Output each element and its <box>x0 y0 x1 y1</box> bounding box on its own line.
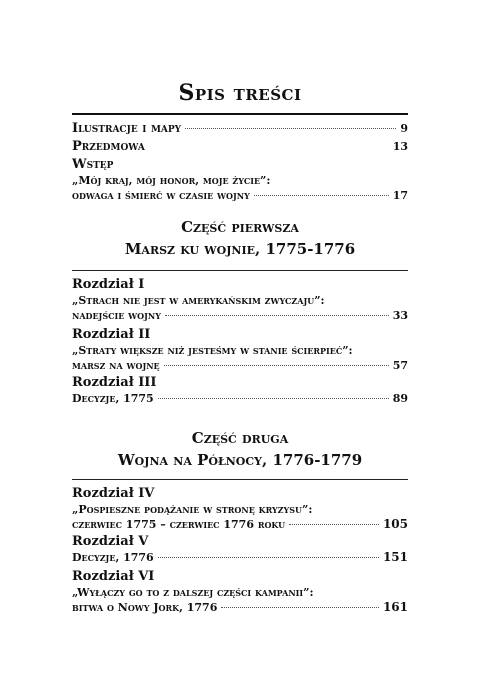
entry-title: Wstęp <box>72 157 114 172</box>
page-number: 89 <box>392 392 408 405</box>
part-title: Marsz ku wojnie, 1775-1776 <box>124 240 356 258</box>
entry-title: Ilustracje i mapy <box>72 121 182 136</box>
chapter-subtitle-2: czerwiec 1775 – czerwiec 1776 roku <box>72 518 286 531</box>
toc-entry-chapter-4[interactable] <box>72 485 408 532</box>
chapter-subtitle: „Straty większe niż jesteśmy w stanie ścierpieć”: <box>72 344 353 357</box>
part-heading-2 <box>0 427 480 471</box>
dot-leader <box>165 314 389 316</box>
chapter-subtitle: „Strach nie jest w amerykańskim zwyczaju”: <box>72 294 325 307</box>
entry-subtitle-2: odwaga i śmierć w czasie wojny <box>72 189 250 202</box>
page-number: 33 <box>392 309 408 322</box>
chapter-label: Rozdział I <box>72 277 145 292</box>
part-title: Wojna na Północy, 1776-1779 <box>117 451 363 469</box>
toc-title: Spis treści <box>178 80 302 106</box>
page-number: 13 <box>392 140 408 153</box>
chapter-label: Rozdział V <box>72 534 149 549</box>
page-number: 161 <box>382 600 408 614</box>
part-rule-2 <box>72 479 408 480</box>
dot-leader <box>164 364 389 366</box>
part-label: Część druga <box>191 429 289 447</box>
dot-leader <box>158 397 389 399</box>
toc-entry-introduction[interactable] <box>72 156 408 203</box>
toc-entry-chapter-2[interactable] <box>72 326 408 373</box>
toc-entry-illustrations[interactable] <box>72 120 408 137</box>
toc-entry-chapter-6[interactable] <box>72 568 408 615</box>
chapter-subtitle-2: marsz na wojnę <box>72 359 160 372</box>
title-rule <box>72 113 408 115</box>
chapter-label: Rozdział IV <box>72 486 155 501</box>
page-number: 57 <box>392 359 408 372</box>
chapter-subtitle: „Pospieszne podążanie w stronę kryzysu”: <box>72 503 313 516</box>
part-rule-1 <box>72 270 408 271</box>
toc-entry-chapter-3[interactable] <box>72 374 408 406</box>
dot-leader <box>185 127 396 129</box>
toc-entry-preface[interactable] <box>72 138 408 155</box>
dot-leader <box>289 523 379 525</box>
toc-entry-chapter-5[interactable] <box>72 533 408 565</box>
page-number: 9 <box>400 122 408 135</box>
chapter-label: Rozdział VI <box>72 569 155 584</box>
chapter-label: Rozdział II <box>72 327 151 342</box>
entry-title: Przedmowa <box>72 139 145 154</box>
entry-subtitle: „Mój kraj, mój honor, moje życie”: <box>72 174 271 187</box>
dot-leader <box>158 556 379 558</box>
toc-entry-chapter-1[interactable] <box>72 276 408 323</box>
chapter-subtitle-2: bitwa o Nowy Jork, 1776 <box>72 601 218 614</box>
chapter-subtitle-2: Decyzje, 1776 <box>72 551 154 564</box>
dot-leader <box>254 194 389 196</box>
page-number: 17 <box>392 189 408 202</box>
page-number: 151 <box>382 550 408 564</box>
chapter-subtitle-2: nadejście wojny <box>72 309 161 322</box>
part-heading-1 <box>0 216 480 260</box>
chapter-subtitle: „Wyłączy go to z dalszej części kampanii”: <box>72 586 314 599</box>
chapter-subtitle-2: Decyzje, 1775 <box>72 392 154 405</box>
chapter-label: Rozdział III <box>72 375 157 390</box>
leader-space <box>149 146 389 147</box>
dot-leader <box>221 606 379 608</box>
page-number: 105 <box>382 517 408 531</box>
part-label: Część pierwsza <box>181 218 299 236</box>
